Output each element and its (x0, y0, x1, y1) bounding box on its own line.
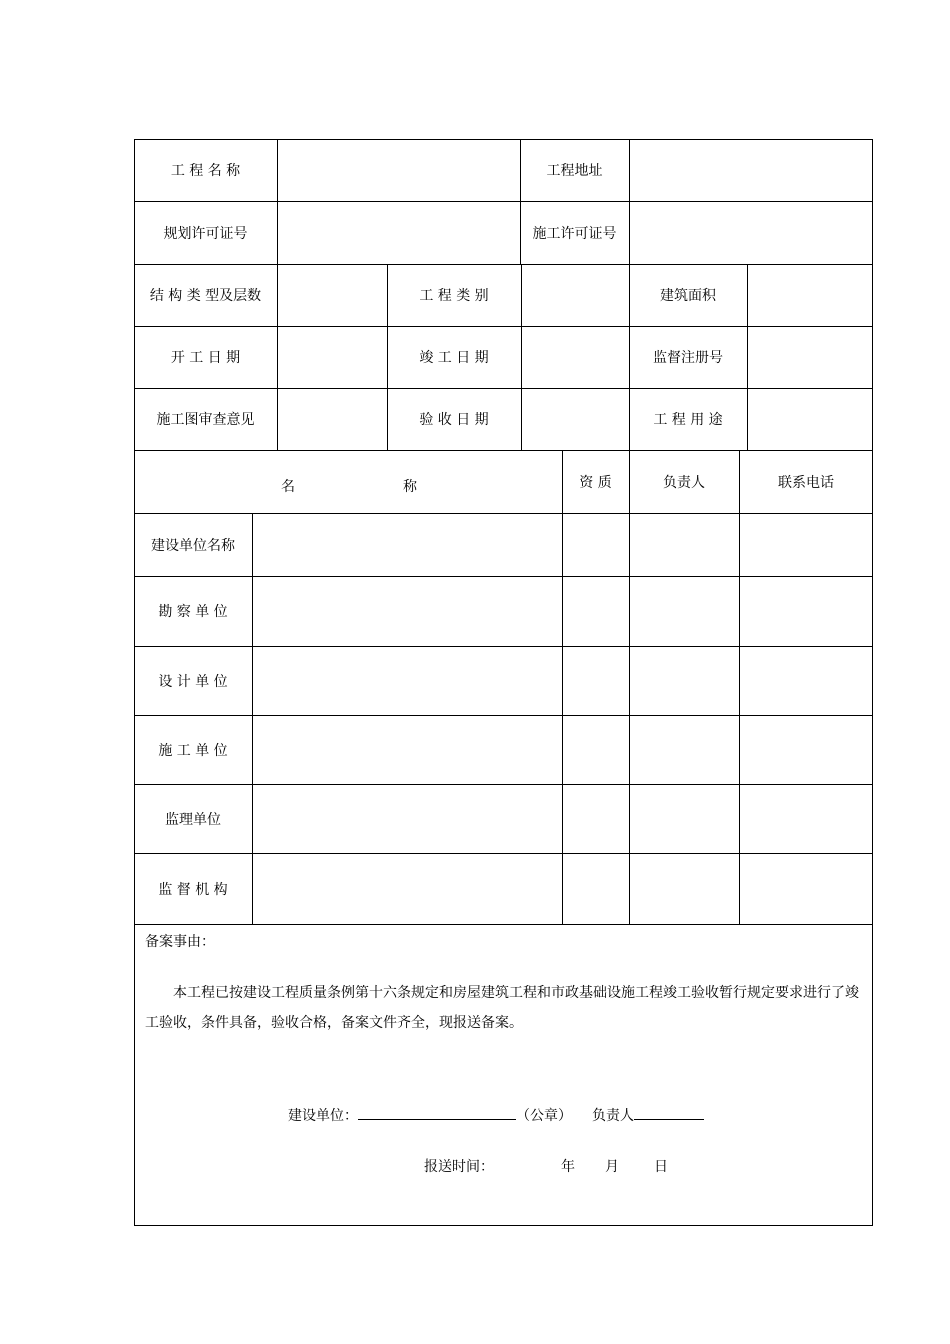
project-use-label: 工 程 用 途 (653, 412, 723, 428)
acceptance-date-label: 验 收 日 期 (419, 412, 489, 428)
year-label: 年 (561, 1159, 575, 1175)
project-category-label: 工 程 类 别 (419, 288, 489, 304)
row-label-survey-unit: 勘 察 单 位 (158, 604, 228, 620)
person-label: 负责人 (592, 1108, 634, 1124)
construction-permit-field[interactable] (629, 201, 873, 264)
planning-permit-field[interactable] (277, 201, 520, 264)
building-area-label: 建筑面积 (660, 288, 716, 304)
col-divider (739, 450, 740, 924)
drawing-review-field[interactable] (277, 388, 387, 450)
structure-field[interactable] (277, 264, 387, 326)
project-address-field[interactable] (629, 139, 873, 201)
row-label-design-unit: 设 计 单 位 (158, 673, 228, 690)
filing-statement: 本工程已按建设工程质量条例第十六条规定和房屋建筑工程和市政基础设施工程竣工验收暂行规定要求进行了竣工验收，条件具备，验收合格，备案文件齐全，现报送备案。 (145, 985, 859, 1031)
header-phone: 联系电话 (778, 474, 834, 491)
project-use-field[interactable] (747, 388, 873, 450)
filing-reason-label: 备案事由： (145, 934, 215, 950)
row-divider (134, 924, 873, 925)
header-name-2: 称 (403, 479, 417, 495)
supervision-reg-field[interactable] (747, 326, 873, 388)
acceptance-date-field[interactable] (521, 388, 629, 450)
submit-time-label: 报送时间： (424, 1159, 494, 1175)
col-divider (252, 513, 253, 924)
project-address-label: 工程地址 (546, 163, 603, 179)
row-label-supervisor-unit: 监理单位 (165, 811, 221, 828)
unit-signature-line (288, 1105, 704, 1125)
project-name-field[interactable] (277, 139, 520, 201)
project-name-label: 工 程 名 称 (170, 163, 241, 179)
row-label-contractor-unit: 施 工 单 位 (158, 742, 228, 759)
row-label-construction-unit: 建设单位名称 (151, 537, 235, 554)
drawing-review-label: 施工图审查意见 (156, 412, 255, 428)
unit-blank[interactable] (358, 1105, 516, 1120)
month-label: 月 (605, 1159, 619, 1175)
project-category-field[interactable] (521, 264, 629, 326)
planning-permit-label: 规划许可证号 (163, 225, 248, 242)
day-label: 日 (654, 1159, 668, 1175)
header-person: 负责人 (663, 474, 705, 491)
start-date-label: 开 工 日 期 (170, 350, 241, 366)
seal-label: （公章） (516, 1108, 572, 1124)
col-divider (562, 450, 563, 924)
supervision-reg-label: 监督注册号 (653, 350, 723, 366)
header-qualification: 资 质 (579, 474, 612, 491)
construction-permit-label: 施工许可证号 (532, 225, 617, 242)
row-label-oversight-agency: 监 督 机 构 (158, 881, 228, 898)
building-area-field[interactable] (747, 264, 873, 326)
col-divider (629, 450, 630, 924)
header-name-1: 名 (281, 479, 295, 495)
person-blank[interactable] (634, 1105, 704, 1120)
unit-label: 建设单位： (288, 1108, 358, 1124)
structure-label: 结 构 类 型及层数 (149, 288, 262, 304)
completion-date-label: 竣 工 日 期 (419, 350, 489, 366)
completion-date-field[interactable] (521, 326, 629, 388)
start-date-field[interactable] (277, 326, 387, 388)
